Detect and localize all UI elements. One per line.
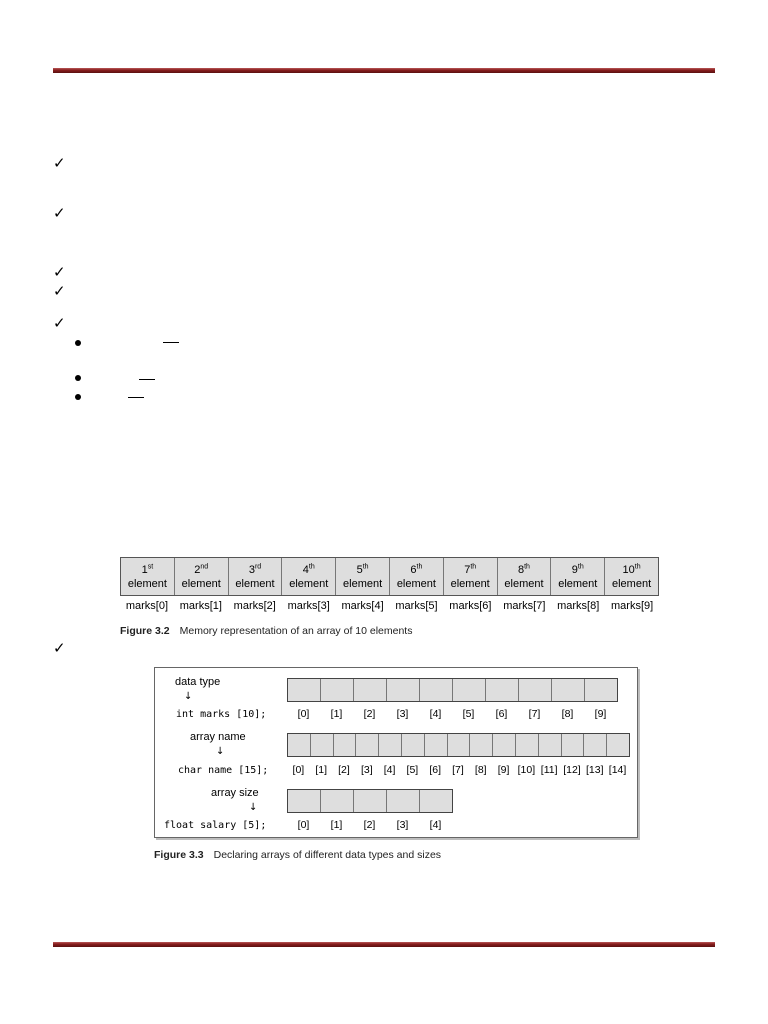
- char-array-boxes: [287, 733, 630, 757]
- array-index-label: marks[3]: [287, 600, 330, 612]
- array-box: [354, 679, 387, 701]
- array-index: [3]: [360, 764, 373, 776]
- array-index: [8]: [474, 764, 487, 776]
- array-index: [0]: [297, 708, 310, 720]
- array-name-label: array name: [190, 731, 246, 743]
- float-array-indices: [287, 819, 452, 831]
- array-index: [1]: [330, 819, 343, 831]
- bullet-icon: [75, 340, 81, 346]
- array-box: [334, 734, 357, 756]
- array-index-label: marks[0]: [125, 600, 169, 612]
- bullet-icon: [75, 394, 81, 400]
- dash-mark: [139, 379, 155, 380]
- array-element-cell: [498, 558, 552, 595]
- figure-number: Figure 3.2: [120, 625, 170, 637]
- array-box: [519, 679, 552, 701]
- array-box: [425, 734, 448, 756]
- array-index-labels: [120, 600, 659, 612]
- figure-caption: [120, 625, 412, 637]
- dash-mark: [128, 397, 144, 398]
- array-index-label: marks[9]: [611, 600, 654, 612]
- array-index: [2]: [363, 708, 376, 720]
- array-index: [7]: [452, 764, 464, 776]
- element-ordinal: 4th: [302, 562, 315, 576]
- array-box: [539, 734, 562, 756]
- array-box: [516, 734, 539, 756]
- element-ordinal: 6th: [410, 562, 423, 576]
- int-array-boxes: [287, 678, 618, 702]
- array-index: [9]: [594, 708, 607, 720]
- element-word: element: [289, 577, 329, 590]
- array-box: [311, 734, 334, 756]
- element-word: element: [396, 577, 436, 590]
- array-index: [12]: [563, 764, 581, 776]
- element-ordinal: 7th: [464, 562, 477, 576]
- dash-mark: [163, 342, 179, 343]
- array-element-cell: [282, 558, 336, 595]
- element-ordinal: 3rd: [248, 562, 262, 576]
- array-index-label: marks[7]: [503, 600, 546, 612]
- array-box: [607, 734, 629, 756]
- array-element-cell: [175, 558, 229, 595]
- checkmark-icon: ✓: [53, 639, 66, 657]
- element-word: element: [127, 577, 167, 590]
- array-index: [4]: [383, 764, 396, 776]
- array-box: [420, 790, 452, 812]
- figure-caption-text: Memory representation of an array of 10 elements: [179, 625, 413, 637]
- array-index: [8]: [561, 708, 574, 720]
- array-index: [6]: [495, 708, 508, 720]
- array-index: [1]: [330, 708, 343, 720]
- array-box: [453, 679, 486, 701]
- char-declaration: char name [15];: [178, 765, 269, 776]
- array-box: [288, 734, 311, 756]
- array-box: [585, 679, 617, 701]
- array-element-cell: [605, 558, 658, 595]
- array-index-label: marks[6]: [449, 600, 492, 612]
- array-box: [420, 679, 453, 701]
- array-index: [4]: [429, 708, 442, 720]
- array-box: [354, 790, 387, 812]
- array-box: [379, 734, 402, 756]
- array-index: [0]: [297, 819, 310, 831]
- array-element-cell: [551, 558, 605, 595]
- array-box: [356, 734, 379, 756]
- element-ordinal: 5th: [356, 562, 369, 576]
- figure-caption-text: Declaring arrays of different data types and sizes: [213, 849, 442, 861]
- array-index: [1]: [315, 764, 328, 776]
- int-declaration: int marks [10];: [176, 709, 267, 720]
- array-element-cell: [390, 558, 444, 595]
- array-element-cell: [229, 558, 283, 595]
- array-box: [387, 679, 420, 701]
- array-element-cell: [336, 558, 390, 595]
- array-box: [288, 790, 321, 812]
- array-index: [3]: [396, 819, 409, 831]
- array-memory-diagram: [120, 557, 659, 596]
- array-box: [321, 679, 354, 701]
- element-word: element: [612, 577, 652, 590]
- array-index: [9]: [497, 764, 510, 776]
- arrow-down-icon: ↓: [249, 802, 258, 813]
- array-box: [584, 734, 607, 756]
- array-index-label: marks[4]: [341, 600, 384, 612]
- array-box: [402, 734, 425, 756]
- arrow-down-icon: ↓: [216, 746, 225, 757]
- array-index: [4]: [429, 819, 442, 831]
- array-box: [470, 734, 493, 756]
- header-rule: [53, 68, 715, 73]
- array-box: [448, 734, 471, 756]
- element-ordinal: 10th: [622, 562, 641, 576]
- array-index: [6]: [429, 764, 442, 776]
- checkmark-icon: ✓: [53, 314, 66, 332]
- element-ordinal: 9th: [571, 562, 584, 576]
- array-size-label: array size: [211, 787, 259, 799]
- array-index: [10]: [517, 764, 536, 776]
- element-ordinal: 1st: [141, 562, 154, 576]
- bullet-icon: [75, 375, 81, 381]
- element-word: element: [181, 577, 221, 590]
- element-ordinal: 2nd: [194, 562, 209, 576]
- array-index: [3]: [396, 708, 409, 720]
- array-declaration-diagram: [154, 667, 638, 838]
- checkmark-icon: ✓: [53, 154, 66, 172]
- float-declaration: float salary [5];: [164, 820, 267, 831]
- array-box: [288, 679, 321, 701]
- float-array-boxes: [287, 789, 453, 813]
- array-box: [321, 790, 354, 812]
- array-box: [493, 734, 516, 756]
- array-index: [5]: [406, 764, 419, 776]
- array-index: [2]: [363, 819, 376, 831]
- footer-rule: [53, 942, 715, 947]
- element-word: element: [450, 577, 490, 590]
- figure-caption: [154, 849, 441, 861]
- array-box: [552, 679, 585, 701]
- array-index: [2]: [338, 764, 350, 776]
- checkmark-icon: ✓: [53, 204, 66, 222]
- array-index: [0]: [292, 764, 305, 776]
- array-box: [486, 679, 519, 701]
- array-index: [7]: [528, 708, 541, 720]
- checkmark-icon: ✓: [53, 263, 66, 281]
- array-index-label: marks[5]: [395, 600, 438, 612]
- element-ordinal: 8th: [517, 562, 530, 576]
- array-box: [387, 790, 420, 812]
- array-index-label: marks[2]: [233, 600, 276, 612]
- array-index: [5]: [462, 708, 475, 720]
- array-box: [562, 734, 585, 756]
- arrow-down-icon: ↓: [184, 691, 193, 702]
- array-element-cell: [444, 558, 498, 595]
- array-index: [13]: [586, 764, 604, 776]
- element-word: element: [504, 577, 544, 590]
- checkmark-icon: ✓: [53, 282, 66, 300]
- array-index: [11]: [540, 764, 558, 776]
- char-array-indices: [287, 764, 629, 776]
- array-element-cell: [121, 558, 175, 595]
- data-type-label: data type: [175, 676, 221, 688]
- array-index-label: marks[1]: [179, 600, 222, 612]
- array-index-label: marks[8]: [557, 600, 600, 612]
- figure-number: Figure 3.3: [154, 849, 204, 861]
- element-word: element: [343, 577, 383, 590]
- int-array-indices: [287, 708, 617, 720]
- element-word: element: [235, 577, 275, 590]
- array-index: [14]: [608, 764, 627, 776]
- element-word: element: [558, 577, 598, 590]
